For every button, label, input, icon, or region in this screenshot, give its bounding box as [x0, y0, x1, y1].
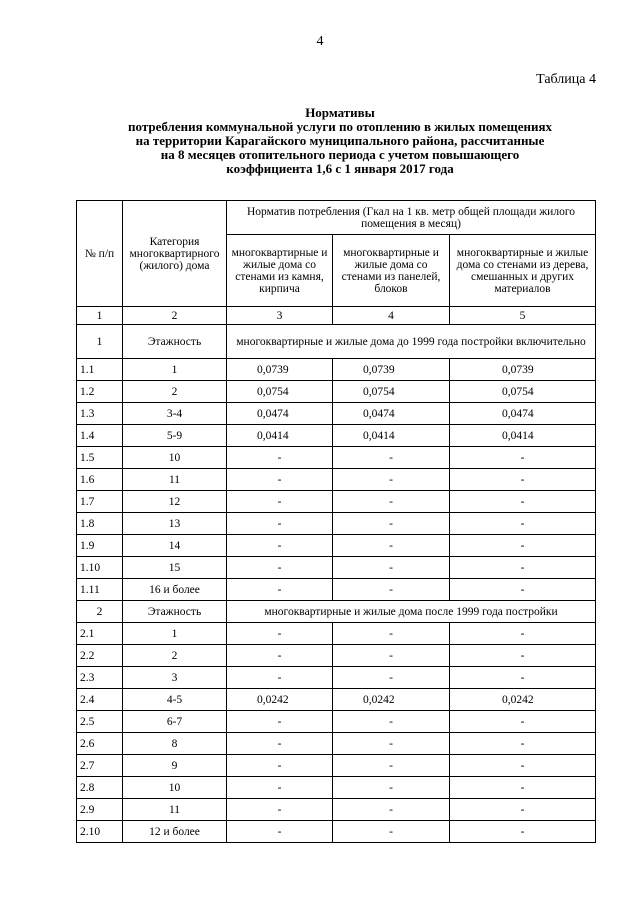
- row-num: 2.7: [77, 755, 123, 777]
- section-category: Этажность: [123, 601, 227, 623]
- row-floors: 2: [123, 381, 227, 403]
- header-wood: многоквартирные и жилые дома со стенами из дерева, смешанных и других материалов: [450, 235, 596, 307]
- row-num: 2.9: [77, 799, 123, 821]
- value-panel: 0,0414: [333, 425, 450, 447]
- value-wood: -: [450, 513, 596, 535]
- value-stone: -: [227, 645, 333, 667]
- value-panel: -: [333, 513, 450, 535]
- row-floors: 11: [123, 799, 227, 821]
- table-body: [77, 325, 596, 843]
- value-stone: -: [227, 711, 333, 733]
- row-num: 2.10: [77, 821, 123, 843]
- value-panel: 0,0242: [333, 689, 450, 711]
- table-row: [77, 359, 596, 381]
- value-panel: -: [333, 469, 450, 491]
- section-row: [77, 325, 596, 359]
- table-row: [77, 777, 596, 799]
- row-floors: 16 и более: [123, 579, 227, 601]
- row-floors: 10: [123, 447, 227, 469]
- value-wood: 0,0754: [450, 381, 596, 403]
- value-wood: -: [450, 711, 596, 733]
- row-floors: 2: [123, 645, 227, 667]
- row-floors: 8: [123, 733, 227, 755]
- table-row: [77, 447, 596, 469]
- value-panel: -: [333, 623, 450, 645]
- value-panel: -: [333, 755, 450, 777]
- value-stone: 0,0242: [227, 689, 333, 711]
- value-wood: -: [450, 469, 596, 491]
- value-wood: -: [450, 645, 596, 667]
- table-row: [77, 403, 596, 425]
- value-panel: -: [333, 777, 450, 799]
- row-num: 2.5: [77, 711, 123, 733]
- value-stone: -: [227, 755, 333, 777]
- section-text: многоквартирные и жилые дома до 1999 года постройки включительно: [227, 325, 596, 359]
- value-wood: -: [450, 447, 596, 469]
- value-panel: 0,0754: [333, 381, 450, 403]
- row-floors: 5-9: [123, 425, 227, 447]
- value-wood: -: [450, 799, 596, 821]
- table-row: [77, 469, 596, 491]
- value-stone: -: [227, 623, 333, 645]
- value-wood: -: [450, 535, 596, 557]
- row-num: 1.11: [77, 579, 123, 601]
- table-row: [77, 491, 596, 513]
- value-panel: -: [333, 535, 450, 557]
- header-index: 5: [450, 307, 596, 325]
- row-floors: 1: [123, 623, 227, 645]
- value-wood: 0,0739: [450, 359, 596, 381]
- value-stone: -: [227, 733, 333, 755]
- value-stone: 0,0739: [227, 359, 333, 381]
- value-panel: -: [333, 667, 450, 689]
- row-num: 2.8: [77, 777, 123, 799]
- value-panel: -: [333, 711, 450, 733]
- header-index: 2: [123, 307, 227, 325]
- norms-table: [76, 200, 596, 843]
- row-num: 1.5: [77, 447, 123, 469]
- value-wood: -: [450, 821, 596, 843]
- table-row: [77, 645, 596, 667]
- row-num: 2.4: [77, 689, 123, 711]
- row-floors: 4-5: [123, 689, 227, 711]
- header-category: Категория многоквартирного (жилого) дома: [123, 201, 227, 307]
- row-num: 1.6: [77, 469, 123, 491]
- value-panel: -: [333, 799, 450, 821]
- value-wood: -: [450, 755, 596, 777]
- row-num: 1.7: [77, 491, 123, 513]
- table-row: [77, 799, 596, 821]
- heading-line: коэффициента 1,6 с 1 января 2017 года: [226, 161, 454, 176]
- header-norm-group: Норматив потребления (Гкал на 1 кв. метр общей площади жилого помещения в месяц): [227, 201, 596, 235]
- table-row: [77, 711, 596, 733]
- value-panel: -: [333, 645, 450, 667]
- table-row: [77, 755, 596, 777]
- header-index: 4: [333, 307, 450, 325]
- value-wood: -: [450, 733, 596, 755]
- value-stone: -: [227, 535, 333, 557]
- row-num: 2.1: [77, 623, 123, 645]
- header-num: № п/п: [77, 201, 123, 307]
- row-num: 1.8: [77, 513, 123, 535]
- row-num: 1.9: [77, 535, 123, 557]
- value-stone: 0,0754: [227, 381, 333, 403]
- value-stone: -: [227, 799, 333, 821]
- heading-line: на территории Карагайского муниципального района, рассчитанные: [135, 133, 545, 148]
- table-row: [77, 381, 596, 403]
- page-number: 4: [316, 34, 324, 49]
- value-wood: 0,0242: [450, 689, 596, 711]
- document-heading: [60, 106, 620, 176]
- row-floors: 12 и более: [123, 821, 227, 843]
- row-num: 1.3: [77, 403, 123, 425]
- table-row: [77, 579, 596, 601]
- table-row: [77, 535, 596, 557]
- row-floors: 13: [123, 513, 227, 535]
- row-num: 1.2: [77, 381, 123, 403]
- row-floors: 6-7: [123, 711, 227, 733]
- table-row: [77, 821, 596, 843]
- value-stone: -: [227, 821, 333, 843]
- header-panel: многоквартирные и жилые дома со стенами из панелей, блоков: [333, 235, 450, 307]
- value-stone: 0,0414: [227, 425, 333, 447]
- table-row: [77, 557, 596, 579]
- row-floors: 3-4: [123, 403, 227, 425]
- value-wood: 0,0414: [450, 425, 596, 447]
- value-panel: -: [333, 447, 450, 469]
- row-floors: 10: [123, 777, 227, 799]
- value-stone: -: [227, 513, 333, 535]
- row-floors: 3: [123, 667, 227, 689]
- value-stone: -: [227, 557, 333, 579]
- row-num: 2.6: [77, 733, 123, 755]
- value-panel: 0,0739: [333, 359, 450, 381]
- row-floors: 1: [123, 359, 227, 381]
- value-wood: -: [450, 491, 596, 513]
- section-text: многоквартирные и жилые дома после 1999 года постройки: [227, 601, 596, 623]
- heading-line: на 8 месяцев отопительного периода с учетом повышающего: [160, 147, 520, 162]
- value-stone: -: [227, 667, 333, 689]
- value-panel: 0,0474: [333, 403, 450, 425]
- section-category: Этажность: [123, 325, 227, 359]
- row-floors: 12: [123, 491, 227, 513]
- value-wood: -: [450, 579, 596, 601]
- row-floors: 14: [123, 535, 227, 557]
- table-row: [77, 623, 596, 645]
- heading-line: потребления коммунальной услуги по отоплению в жилых помещениях: [128, 119, 552, 134]
- row-num: 1.4: [77, 425, 123, 447]
- value-stone: 0,0474: [227, 403, 333, 425]
- table-row: [77, 733, 596, 755]
- section-num: 2: [77, 601, 123, 623]
- table-row: [77, 667, 596, 689]
- value-panel: -: [333, 579, 450, 601]
- value-panel: -: [333, 733, 450, 755]
- value-stone: -: [227, 469, 333, 491]
- section-num: 1: [77, 325, 123, 359]
- header-index: 3: [227, 307, 333, 325]
- row-num: 2.2: [77, 645, 123, 667]
- value-wood: -: [450, 777, 596, 799]
- row-num: 1.10: [77, 557, 123, 579]
- row-floors: 11: [123, 469, 227, 491]
- value-stone: -: [227, 579, 333, 601]
- row-num: 1.1: [77, 359, 123, 381]
- value-stone: -: [227, 447, 333, 469]
- value-stone: -: [227, 777, 333, 799]
- row-floors: 9: [123, 755, 227, 777]
- value-panel: -: [333, 557, 450, 579]
- value-wood: -: [450, 557, 596, 579]
- value-wood: -: [450, 623, 596, 645]
- row-floors: 15: [123, 557, 227, 579]
- table-row: [77, 513, 596, 535]
- table-row: [77, 689, 596, 711]
- value-panel: -: [333, 491, 450, 513]
- table-label: Таблица 4: [536, 72, 596, 87]
- value-wood: 0,0474: [450, 403, 596, 425]
- header-index: 1: [77, 307, 123, 325]
- value-stone: -: [227, 491, 333, 513]
- section-row: [77, 601, 596, 623]
- table-header: [77, 201, 596, 325]
- heading-line: Нормативы: [305, 105, 375, 120]
- value-wood: -: [450, 667, 596, 689]
- row-num: 2.3: [77, 667, 123, 689]
- table-row: [77, 425, 596, 447]
- value-panel: -: [333, 821, 450, 843]
- header-stone: многоквартирные и жилые дома со стенами из камня, кирпича: [227, 235, 333, 307]
